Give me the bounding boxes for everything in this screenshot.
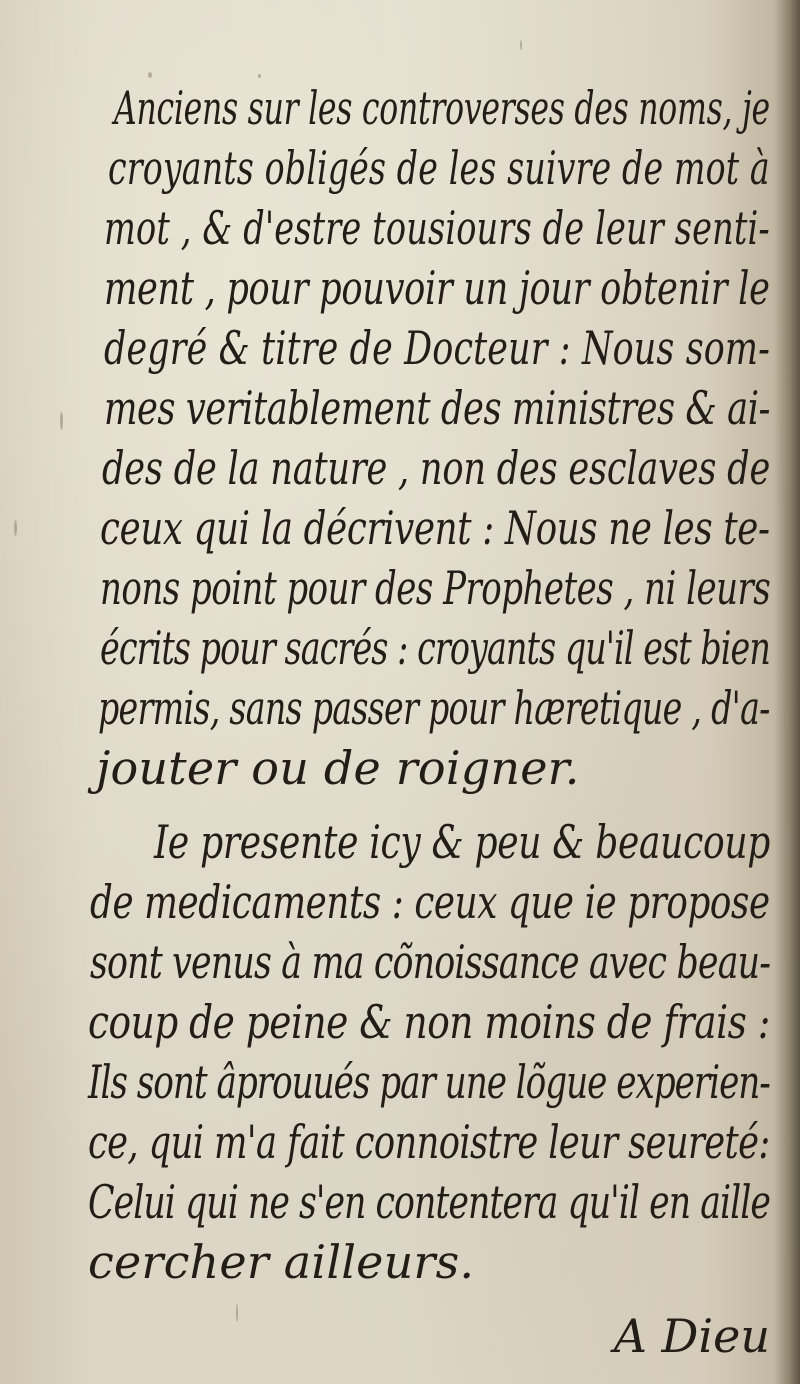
catchword: A Dieu: [613, 1309, 770, 1363]
text-line: croyants obligés de les suivre de mot à: [108, 141, 770, 195]
text-line: des de la nature , non des esclaves de: [102, 441, 771, 495]
text-line: Anciens sur les controverses des noms, je: [114, 81, 770, 135]
text-line: sont venus à ma cõnoissance avec beau-: [90, 935, 771, 989]
text-line: de medicaments : ceux que ie propose: [90, 875, 770, 929]
text-line: permis, sans passer pour hæretique , d'a-: [98, 681, 770, 735]
text-line: Ils sont âprouués par une lõgue experien-: [88, 1055, 770, 1109]
paper-speck: [520, 40, 522, 50]
text-line: ce, qui m'a fait connoistre leur seureté:: [88, 1115, 770, 1169]
text-line: degré & titre de Docteur : Nous som-: [104, 321, 771, 375]
text-line: cercher ailleurs.: [88, 1235, 475, 1289]
text-line: coup de peine & non moins de frais :: [88, 995, 770, 1049]
text-line: Celui qui ne s'en contentera qu'il en aille: [88, 1175, 770, 1229]
text-line: jouter ou de roigner.: [96, 741, 580, 795]
text-line: mot , & d'estre tousiours de leur senti-: [104, 201, 770, 255]
paper-speck: [14, 520, 17, 536]
text-line: nons point pour des Prophetes , ni leurs: [100, 561, 771, 615]
page-binding-shadow: [774, 0, 800, 1384]
paper-speck: [60, 412, 63, 430]
text-line: ment , pour pouvoir un jour obtenir le: [104, 261, 770, 315]
text-line: écrits pour sacrés : croyants qu'il est bien: [100, 621, 770, 675]
text-line: ceux qui la décrivent : Nous ne les te-: [100, 501, 770, 555]
paper-speck: [236, 1304, 238, 1322]
text-line: mes veritablement des ministres & ai-: [104, 381, 771, 435]
text-line: Ie presente icy & peu & beaucoup: [154, 815, 771, 869]
